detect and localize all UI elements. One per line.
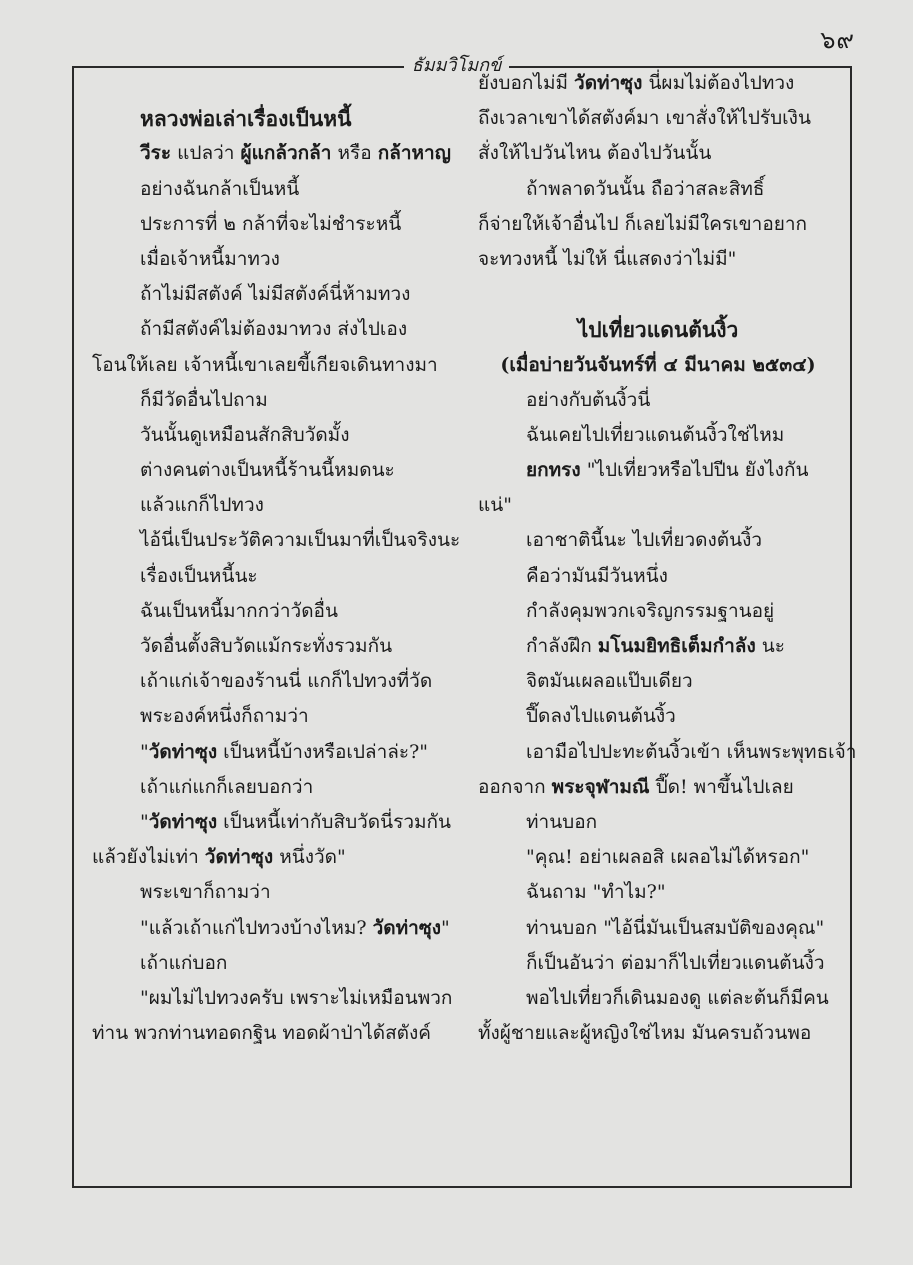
spacer [478, 277, 838, 312]
text-span: ท่านบอก [526, 810, 598, 833]
right-subheading: (เมื่อบ่ายวันจันทร์ที่ ๔ มีนาคม ๒๕๓๔) [500, 353, 816, 376]
text-span: ท่าน พวกท่านทอดกฐิน ทอดผ้าป่าได้สตังค์ [92, 1022, 432, 1045]
text-span: นี่ผมไม่ต้องไปทวง [642, 72, 795, 94]
bold-text: วัดท่าซุง [148, 740, 218, 763]
text-line [478, 488, 838, 523]
text-line [478, 629, 838, 664]
text-span: อย่างฉันกล้าเป็นหนี้ [140, 177, 300, 200]
bold-text: วัดท่าซุง [574, 72, 643, 94]
text-line [92, 348, 472, 383]
text-span: ปี๊ดลงไปแดนต้นงิ้ว [526, 705, 676, 728]
text-line [478, 242, 838, 277]
text-span: จะทวงหนี้ ไม่ให้ นี่แสดงว่าไม่มี" [478, 247, 737, 270]
text-line [92, 629, 472, 664]
text-span: ถ้าไม่มีสตังค์ ไม่มีสตังค์นี่ห้ามทวง [140, 283, 411, 306]
text-span: ก็เป็นอันว่า ต่อมาก็ไปเที่ยวแดนต้นงิ้ว [526, 951, 825, 974]
text-span: กำลังฝึก [526, 635, 598, 657]
text-line [92, 242, 472, 277]
spacer [92, 66, 472, 101]
text-span: แน่" [478, 494, 512, 517]
text-line [92, 875, 472, 910]
text-span: หนึ่งวัด" [273, 846, 346, 869]
text-span: ท่านบอก "ไอ้นี่มันเป็นสมบัติของคุณ" [526, 916, 825, 939]
text-span: สั่งให้ไปวันไหน ต้องไปวันนั้น [478, 142, 712, 165]
bold-text: ยกทรง [526, 459, 581, 482]
text-line [92, 981, 472, 1016]
text-span: พระองค์หนึ่งก็ถามว่า [140, 705, 309, 728]
text-line [92, 418, 472, 453]
text-span: ก็มีวัดอื่นไปถาม [140, 388, 268, 411]
text-line [92, 594, 472, 629]
text-line [478, 770, 838, 805]
text-line [478, 664, 838, 699]
text-line [478, 946, 838, 981]
text-line [92, 277, 472, 312]
text-line [478, 840, 838, 875]
text-line [478, 559, 838, 594]
text-line [92, 559, 472, 594]
text-line [92, 840, 472, 875]
page-number: ๖๙ [820, 26, 855, 54]
text-line [478, 453, 838, 488]
text-span: วันนั้นดูเหมือนสักสิบวัดมั้ง [140, 423, 350, 446]
text-span: แล้วยังไม่เท่า [92, 846, 205, 869]
bold-text: มโนมยิทธิเต็มกำลัง [597, 635, 756, 657]
text-line [478, 911, 838, 946]
text-span: แล้วแกก็ไปทวง [140, 494, 264, 517]
text-span: ฉันถาม "ทำไม?" [526, 881, 666, 904]
text-line [92, 312, 472, 347]
text-span: เรื่องเป็นหนี้นะ [140, 564, 258, 587]
bold-text: พระจุฬามณี [551, 775, 650, 798]
text-line [92, 488, 472, 523]
text-line [478, 735, 857, 770]
text-line [92, 523, 472, 558]
text-span: "ผมไม่ไปทวงครับ เพราะไม่เหมือนพวก [140, 986, 453, 1009]
text-span: เถ้าแก่บอก [140, 951, 228, 974]
text-line [92, 699, 472, 734]
text-span: เป็นหนี้เท่ากับสิบวัดนี่รวมกัน [217, 810, 452, 833]
text-span: ทั้งผู้ชายและผู้หญิงใช่ไหม มันครบถ้วนพอ [478, 1022, 812, 1045]
text-line [92, 805, 472, 840]
text-span: "คุณ! อย่าเผลอสิ เผลอไม่ได้หรอก" [526, 846, 810, 869]
text-span: ยังบอกไม่มี [478, 72, 575, 94]
text-line [92, 172, 472, 207]
right-heading: ไปเที่ยวแดนต้นงิ้ว [577, 317, 739, 343]
text-line [92, 911, 472, 946]
text-line [92, 946, 472, 981]
text-span: ถ้าพลาดวันนั้น ถือว่าสละสิทธิ์ [526, 177, 765, 200]
text-span: อย่างกับต้นงิ้วนี่ [526, 388, 651, 411]
text-span: กำลังคุมพวกเจริญกรรมฐานอยู่ [526, 599, 775, 622]
right-column [478, 66, 857, 1051]
left-column [92, 66, 472, 1051]
text-span: พอไปเที่ยวก็เดินมองดู แต่ละต้นก็มีคน [526, 986, 829, 1009]
text-span: นะ [755, 635, 785, 657]
text-line [478, 136, 838, 171]
text-span: เอาชาตินี้นะ ไปเที่ยวดงต้นงิ้ว [526, 529, 763, 552]
text-span: "ไปเที่ยวหรือไปปีน ยังไงกัน [580, 459, 809, 482]
running-head-text: ธัมมวิโมกข์ [404, 55, 510, 76]
text-line [478, 523, 838, 558]
bold-text: กล้าหาญ [377, 142, 451, 165]
text-line [92, 1016, 472, 1051]
text-span: ต่างคนต่างเป็นหนี้ร้านนี้หมดนะ [140, 459, 395, 482]
text-span: เถ้าแก่แกก็เลยบอกว่า [140, 775, 314, 798]
text-span: แปลว่า [171, 142, 241, 165]
text-line [478, 101, 838, 136]
text-span: " [140, 740, 149, 763]
text-line [478, 805, 838, 840]
left-heading: หลวงพ่อเล่าเรื่องเป็นหนี้ [140, 106, 352, 132]
text-line [92, 770, 472, 805]
text-span: ออกจาก [478, 775, 552, 798]
text-span: ไอ้นี่เป็นประวัติความเป็นมาที่เป็นจริงนะ [140, 529, 461, 552]
text-span: ถ้ามีสตังค์ไม่ต้องมาทวง ส่งไปเอง [140, 318, 408, 341]
text-line [92, 453, 472, 488]
text-line [478, 207, 838, 242]
text-span: เอามือไปปะทะต้นงิ้วเข้า เห็นพระพุทธเจ้า [526, 740, 857, 763]
text-line [92, 383, 472, 418]
text-span: หรือ [331, 142, 378, 165]
bold-text: วีระ [140, 142, 172, 165]
text-line [478, 418, 838, 453]
text-line [478, 383, 838, 418]
text-span: ปี๊ด! พาขึ้นไปเลย [649, 775, 794, 798]
text-span: พระเขาก็ถามว่า [140, 881, 271, 904]
text-span: เมื่อเจ้าหนี้มาทวง [140, 247, 280, 270]
text-span: "แล้วเถ้าแก่ไปทวงบ้างไหม? [140, 916, 373, 939]
text-span: เถ้าแก่เจ้าของร้านนี่ แกก็ไปทวงที่วัด [140, 670, 433, 693]
text-line [478, 594, 838, 629]
text-line [92, 136, 472, 171]
text-line [478, 875, 838, 910]
text-line [478, 66, 838, 101]
text-span: " [441, 916, 450, 939]
text-line [478, 699, 838, 734]
text-span: คือว่ามันมีวันหนึ่ง [526, 564, 668, 587]
text-span: ถึงเวลาเขาได้สตังค์มา เขาสั่งให้ไปรับเงิน [478, 107, 811, 130]
text-span: จิตมันเผลอแป๊บเดียว [526, 670, 693, 693]
text-line [92, 207, 472, 242]
text-line [92, 735, 472, 770]
bold-text: วัดท่าซุง [148, 810, 218, 833]
text-span: ก็จ่ายให้เจ้าอื่นไป ก็เลยไม่มีใครเขาอยาก [478, 212, 808, 235]
text-span: เป็นหนี้บ้างหรือเปล่าล่ะ?" [217, 740, 429, 763]
text-span: " [140, 810, 149, 833]
bold-text: วัดท่าซุง [372, 916, 442, 939]
bold-text: วัดท่าซุง [204, 846, 274, 869]
text-span: ฉันเคยไปเที่ยวแดนต้นงิ้วใช่ไหม [526, 423, 785, 446]
text-span: วัดอื่นตั้งสิบวัดแม้กระทั่งรวมกัน [140, 635, 393, 657]
text-span: ประการที่ ๒ กล้าที่จะไม่ชำระหนี้ [140, 212, 402, 235]
text-line [478, 1016, 838, 1051]
text-span: ฉันเป็นหนี้มากกว่าวัดอื่น [140, 599, 338, 622]
text-line [92, 664, 472, 699]
bold-text: ผู้แกล้วกล้า [240, 142, 332, 165]
text-line [478, 172, 838, 207]
text-span: โอนให้เลย เจ้าหนี้เขาเลยขี้เกียจเดินทางมา [92, 353, 438, 376]
text-line [478, 981, 838, 1016]
